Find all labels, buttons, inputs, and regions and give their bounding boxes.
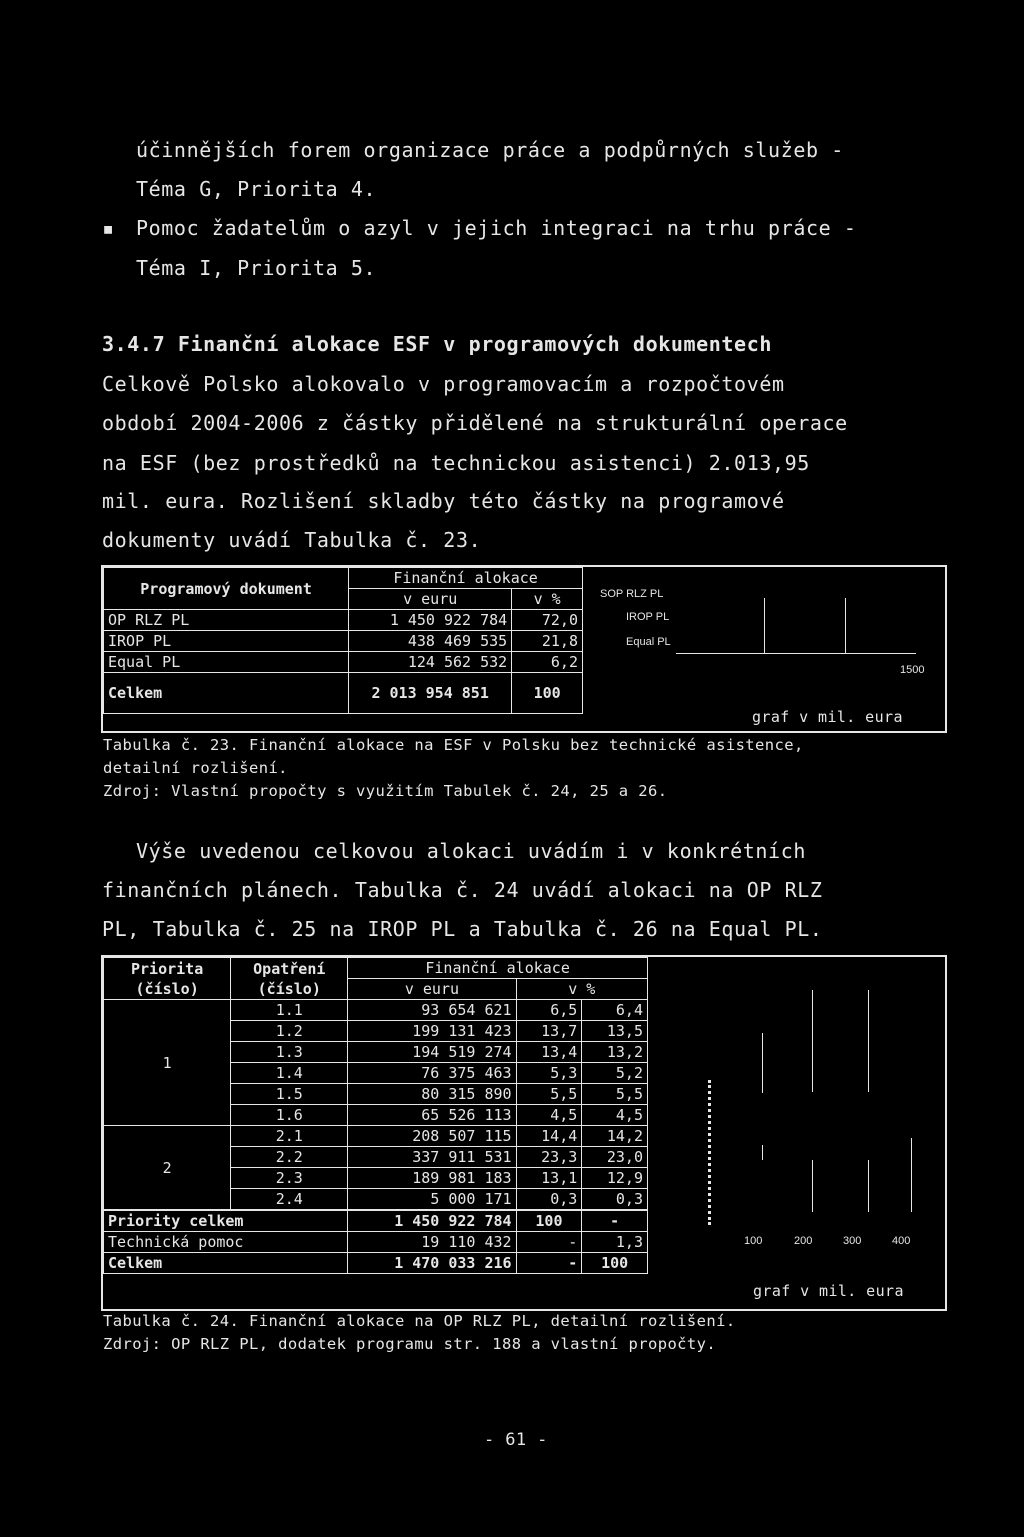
cell: 5,2 (582, 1063, 648, 1084)
header-line: Opatření (253, 959, 326, 978)
cell: 208 507 115 (348, 1126, 516, 1147)
cell: 1.3 (231, 1042, 348, 1063)
cell: 124 562 532 (349, 652, 512, 673)
chart-bar (868, 1160, 869, 1212)
paragraph-line: období 2004-2006 z částky přidělené na strukturální operace (102, 411, 848, 435)
cell: 6,4 (582, 1000, 648, 1021)
cell: 1.5 (231, 1084, 348, 1105)
table-row (104, 1126, 648, 1147)
chart-label: IROP PL (626, 611, 670, 623)
chart-tick: 100 (744, 1235, 763, 1247)
table23-header-eur: v euru (349, 589, 512, 610)
cell: 14,2 (582, 1126, 648, 1147)
paragraph-line: mil. eura. Rozlišení skladby této částky na programové (102, 489, 785, 513)
intro-line: Téma I, Priorita 5. (136, 256, 377, 280)
paragraph-line: dokumenty uvádí Tabulka č. 23. (102, 528, 482, 552)
cell: 2.4 (231, 1189, 348, 1211)
cell: 199 131 423 (348, 1021, 516, 1042)
cell: 4,5 (516, 1105, 582, 1126)
cell: IROP PL (104, 631, 349, 652)
cell: 1.1 (231, 1000, 348, 1021)
chart-bar (845, 598, 846, 654)
paragraph-line: Celkově Polsko alokovalo v programovacím a rozpočtovém (102, 372, 785, 396)
chart-bar (764, 598, 765, 654)
cell: 0,3 (516, 1189, 582, 1211)
cell: 5,5 (582, 1084, 648, 1105)
cell: 1 450 922 784 (349, 610, 512, 631)
table23-header-fin: Finanční alokace (349, 568, 583, 589)
cell: 13,7 (516, 1021, 582, 1042)
cell: 1.6 (231, 1105, 348, 1126)
chart-tick: 300 (843, 1235, 862, 1247)
table-row (104, 1210, 648, 1232)
cell: 438 469 535 (349, 631, 512, 652)
header-line: Priorita (131, 959, 204, 978)
chart-label: SOP RLZ PL (600, 588, 664, 600)
cell: 13,2 (582, 1042, 648, 1063)
cell: 337 911 531 (348, 1147, 516, 1168)
intro-line: Téma G, Priorita 4. (136, 177, 377, 201)
chart-axis (676, 653, 916, 654)
header-line: (číslo) (135, 979, 199, 998)
cell: 76 375 463 (348, 1063, 516, 1084)
cell: 6,2 (512, 652, 583, 673)
cell: 93 654 621 (348, 1000, 516, 1021)
cell: 2.2 (231, 1147, 348, 1168)
table23-header-doc: Programový dokument (104, 568, 349, 610)
cell: 194 519 274 (348, 1042, 516, 1063)
cell: 13,1 (516, 1168, 582, 1189)
cell: 21,8 (512, 631, 583, 652)
paragraph-line: finančních plánech. Tabulka č. 24 uvádí alokaci na OP RLZ (102, 878, 823, 902)
intro-line: Pomoc žadatelům o azyl v jejich integraci na trhu práce - (136, 216, 857, 240)
cell: - (582, 1210, 648, 1232)
caption: Tabulka č. 23. Finanční alokace na ESF v Polsku bez technické asistence, (103, 736, 804, 754)
cell: 5,5 (516, 1084, 582, 1105)
chart-bar (812, 1160, 813, 1212)
cell: 1.2 (231, 1021, 348, 1042)
table24-header-priority (104, 958, 231, 1000)
chart-tick: 200 (794, 1235, 813, 1247)
chart-bar (911, 1138, 912, 1212)
cell: OP RLZ PL (104, 610, 349, 631)
cell: 6,5 (516, 1000, 582, 1021)
cell: 2.3 (231, 1168, 348, 1189)
cell: 1,3 (582, 1232, 648, 1253)
cell: Celkem (104, 1253, 348, 1274)
table-row (104, 1000, 648, 1021)
paragraph-line: Výše uvedenou celkovou alokaci uvádím i v konkrétních (136, 839, 806, 863)
cell: 1.4 (231, 1063, 348, 1084)
cell: 1 470 033 216 (348, 1253, 516, 1274)
chart-bar (708, 1080, 711, 1225)
cell: 4,5 (582, 1105, 648, 1126)
chart-unit: graf v mil. eura (752, 708, 903, 726)
table23 (103, 567, 583, 714)
cell: 100 (512, 673, 583, 714)
table24-header-measure (231, 958, 348, 1000)
cell: 100 (582, 1253, 648, 1274)
intro-line: účinnějších forem organizace práce a podpůrných služeb - (136, 138, 844, 162)
chart-tick: 1500 (900, 664, 925, 676)
table24-header-fin: Finanční alokace (348, 958, 648, 979)
bullet-icon: ▪ (102, 216, 115, 240)
table-row (104, 631, 583, 652)
chart-bar (812, 990, 813, 1092)
source: Zdroj: Vlastní propočty s využitím Tabulek č. 24, 25 a 26. (103, 782, 668, 800)
cell: 65 526 113 (348, 1105, 516, 1126)
cell: 189 981 183 (348, 1168, 516, 1189)
caption: Tabulka č. 24. Finanční alokace na OP RLZ PL, detailní rozlišení. (103, 1312, 736, 1330)
table23-header-pct: v % (512, 589, 583, 610)
cell: 19 110 432 (348, 1232, 516, 1253)
table24 (103, 957, 648, 1274)
source: Zdroj: OP RLZ PL, dodatek programu str. 188 a vlastní propočty. (103, 1335, 717, 1353)
cell: 13,4 (516, 1042, 582, 1063)
table24-header-pct: v % (516, 979, 647, 1000)
cell: Technická pomoc (104, 1232, 348, 1253)
cell: Equal PL (104, 652, 349, 673)
cell: - (516, 1253, 582, 1274)
cell: 80 315 890 (348, 1084, 516, 1105)
cell: 14,4 (516, 1126, 582, 1147)
cell: Priority celkem (104, 1210, 348, 1232)
table-row (104, 652, 583, 673)
cell: 100 (516, 1210, 582, 1232)
cell: 5 000 171 (348, 1189, 516, 1211)
cell: - (516, 1232, 582, 1253)
chart-unit: graf v mil. eura (753, 1282, 904, 1300)
chart-bar (762, 1145, 763, 1160)
cell: 2 013 954 851 (349, 673, 512, 714)
chart-bar (868, 990, 869, 1092)
cell: 12,9 (582, 1168, 648, 1189)
priority-cell: 1 (104, 1000, 231, 1126)
cell: 13,5 (582, 1021, 648, 1042)
paragraph-line: na ESF (bez prostředků na technickou asistenci) 2.013,95 (102, 451, 810, 475)
table-row (104, 673, 583, 714)
table-row (104, 610, 583, 631)
table24-header-eur: v euru (348, 979, 516, 1000)
table-row (104, 1253, 648, 1274)
priority-cell: 2 (104, 1126, 231, 1211)
section-heading: 3.4.7 Finanční alokace ESF v programových dokumentech (102, 332, 772, 356)
cell: 72,0 (512, 610, 583, 631)
table-row (104, 1232, 648, 1253)
cell: 0,3 (582, 1189, 648, 1211)
caption: detailní rozlišení. (103, 759, 288, 777)
chart-bar (762, 1033, 763, 1093)
page-number: - 61 - (484, 1430, 548, 1450)
cell: 23,3 (516, 1147, 582, 1168)
paragraph-line: PL, Tabulka č. 25 na IROP PL a Tabulka č. 26 na Equal PL. (102, 917, 823, 941)
cell: 2.1 (231, 1126, 348, 1147)
cell: Celkem (104, 673, 349, 714)
cell: 23,0 (582, 1147, 648, 1168)
cell: 5,3 (516, 1063, 582, 1084)
cell: 1 450 922 784 (348, 1210, 516, 1232)
chart-tick: 400 (892, 1235, 911, 1247)
chart-label: Equal PL (626, 636, 671, 648)
header-line: (číslo) (257, 979, 321, 998)
